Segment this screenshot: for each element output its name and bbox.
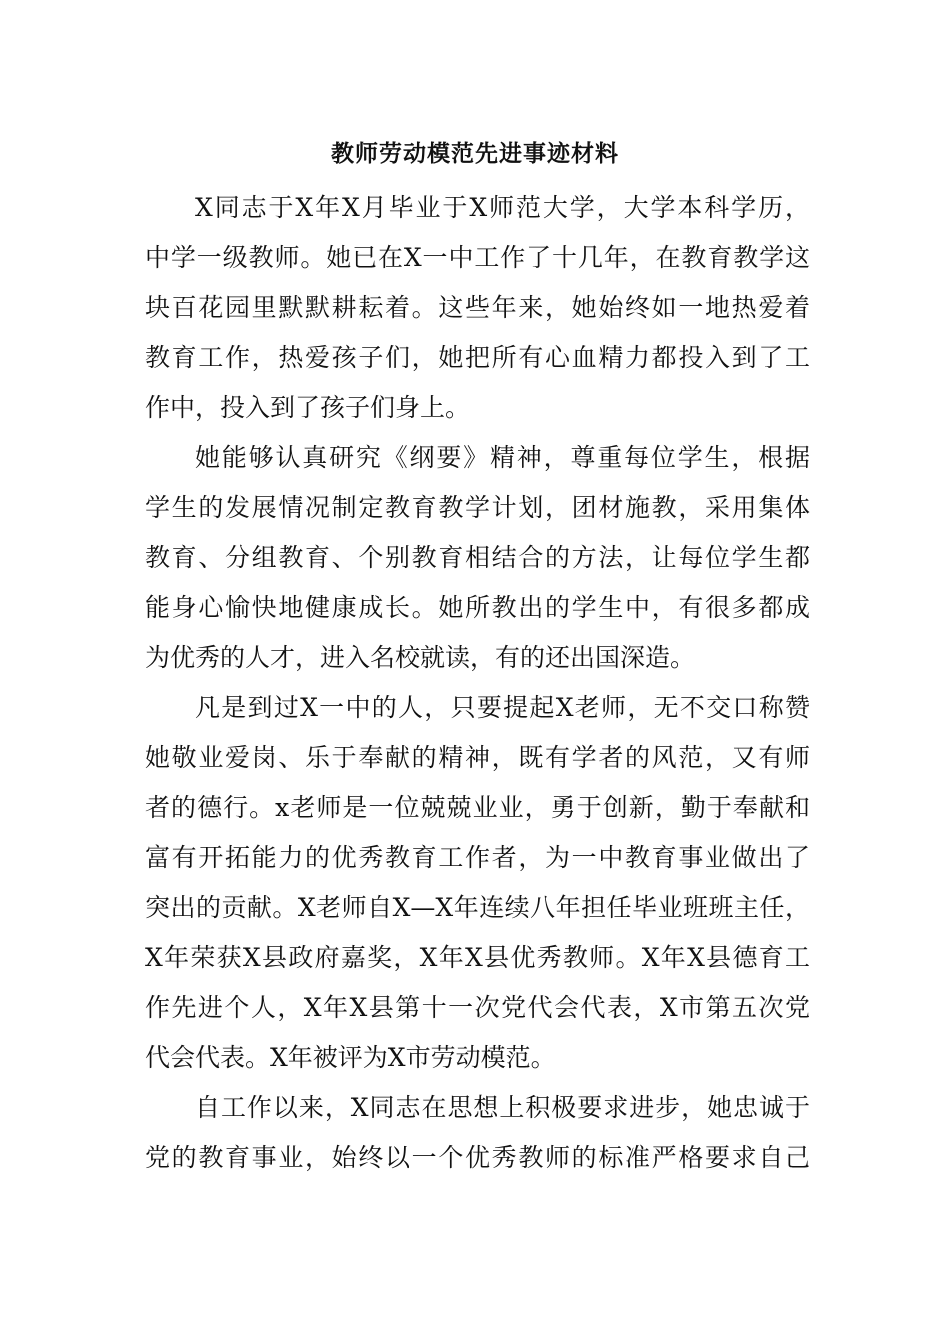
text-line: 她敬业爱岗、乐于奉献的精神，既有学者的风范，又有师 [145,743,810,772]
text-line: 自工作以来，X同志在思想上积极要求进步，她忠诚于 [195,1093,810,1122]
text-line: X同志于X年X月毕业于X师范大学，大学本科学历， [195,193,810,222]
text-line: 突出的贡献。X老师自X—X年连续八年担任毕业班班主任， [145,893,810,922]
text-line: 凡是到过X一中的人，只要提起X老师，无不交口称赞 [195,693,810,722]
text-line: 富有开拓能力的优秀教育工作者，为一中教育事业做出了 [145,843,810,872]
text-line: 作先进个人，X年X县第十一次党代会代表，X市第五次党 [145,993,810,1022]
text-line: 为优秀的人才，进入名校就读，有的还出国深造。 [145,643,696,672]
paragraph [145,433,810,683]
document-body [145,183,810,1183]
text-line: 中学一级教师。她已在X一中工作了十几年，在教育教学这 [145,243,810,272]
paragraph [145,183,810,433]
paragraph [145,683,810,1083]
text-line: 块百花园里默默耕耘着。这些年来，她始终如一地热爱着 [145,293,810,322]
text-line: X年荣获X县政府嘉奖，X年X县优秀教师。X年X县德育工 [145,943,810,972]
text-line: 教育工作，热爱孩子们，她把所有心血精力都投入到了工 [145,343,810,372]
text-line: 她能够认真研究《纲要》精神，尊重每位学生，根据 [195,443,810,472]
text-line: 学生的发展情况制定教育教学计划，团材施教，采用集体 [145,493,810,522]
text-line: 党的教育事业，始终以一个优秀教师的标准严格要求自己 [145,1143,810,1172]
text-line: 者的德行。x老师是一位兢兢业业，勇于创新，勤于奉献和 [145,793,810,822]
text-line: 作中，投入到了孩子们身上。 [145,393,471,422]
text-line: 能身心愉快地健康成长。她所教出的学生中，有很多都成 [145,593,810,622]
text-line: 代会代表。X年被评为X市劳动模范。 [145,1043,556,1072]
text-line: 教育、分组教育、个别教育相结合的方法，让每位学生都 [145,543,810,572]
document-title: 教师劳动模范先进事迹材料 [331,140,619,167]
paragraph [145,1083,810,1183]
